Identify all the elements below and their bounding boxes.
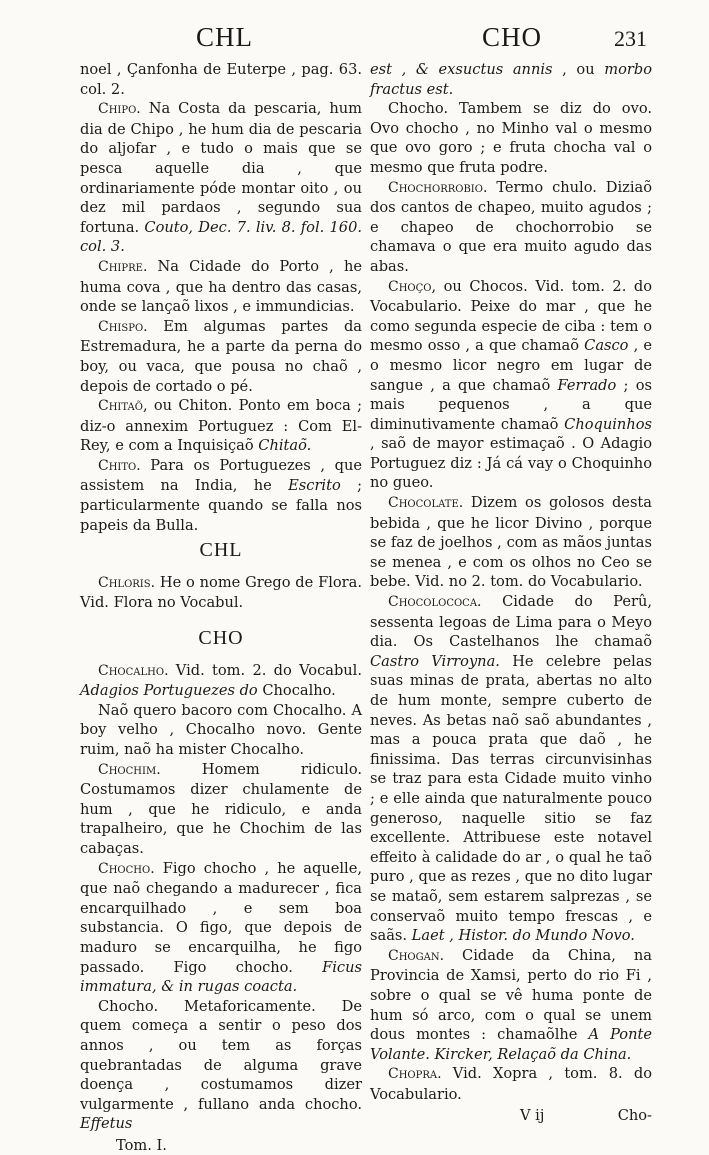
entry-chipo: [80, 99, 362, 257]
entry-chochim: [80, 760, 362, 859]
entry-text: ; os mais pequenos , a que diminutivamente chamaõ: [370, 376, 652, 433]
entry-reference: morbo fractus est.: [370, 61, 652, 98]
entry-chocho-metaphor: [80, 997, 362, 1134]
headword: Chipo.: [98, 101, 141, 118]
entry-reference: Ferrado: [557, 376, 617, 394]
entry-reference: Laet , Histor. do Mundo Novo.: [411, 927, 635, 945]
entry-reference: A Ponte Volante. Kircker, Relaçaõ da China.: [370, 1026, 652, 1063]
entry-text: Vid. Xopra , tom. 8. do Vocabulario.: [370, 1065, 652, 1103]
entry-text: Cidade da China, na Provincia de Xamsi, perto do rio Fi , sobre o qual se vê huma ponte de hum só arco, com o qual se unem dous montes : chamaõlhe: [370, 946, 652, 1044]
entry-reference: Choquinhos: [564, 415, 652, 433]
entry-text: , ou Chiton. Ponto em boca ; diz-o annexim Portuguez : Com El-Rey, e com a Inquisiçaõ: [80, 397, 362, 455]
entry-chochorrobio: [370, 178, 652, 277]
entry-text: Naõ quero bacoro com Chocalho. A boy velho , Chocalho novo. Gente ruim, naõ ha mister Chocalho.: [80, 701, 362, 758]
signature-mark: V ij: [520, 1107, 545, 1125]
headword: Chogan.: [388, 947, 445, 964]
entry-chocho-egg: [370, 99, 652, 177]
entry-text: Chocalho.: [257, 682, 336, 700]
headword: Chocolate.: [388, 495, 464, 512]
entry-text: Figo chocho , he aquelle, que naõ chegando a madurecer , fica encarquilhado , e sem boa substancia. O figo, que depois de maduro se encarquilha, he figo passado. Figo chocho.: [80, 859, 362, 976]
entry-text: Em algumas partes da Estremadura, he a parte da perna do boy, ou vaca, que pousa no chaõ , depois de cortado o pé.: [80, 317, 362, 395]
entry-chopra: [370, 1064, 652, 1104]
entry-chocalho-proverbs: [80, 701, 362, 760]
entry-text: Termo chulo. Diziaõ dos cantos de chapeo, muito agudos ; e chapeo de chochorrobio se chamava o que era muito agudo das abas.: [370, 178, 652, 275]
entry-choco: [370, 277, 652, 494]
entry-text: He celebre pelas suas minas de prata, abertas no alto de hum monte, sempre cuberto de neves. As betas naõ saõ abundantes , mas a pouca prata que daõ , he finissima. Das terras circunvisinhas se traz para esta Cidade muito vinho ; e elle ainda que naturalmente pouco generoso, naquelle sitio se faz excellente. Attribuese este notavel effeito à calidade do ar , o qual he taõ puro , que as rezes , que no dito lugar se mataõ, sem estarem salprezas , se conservaõ muito tempo frescas , e saãs.: [370, 652, 653, 945]
headword: Chochim.: [98, 761, 161, 778]
running-header-right: CHO: [482, 22, 543, 52]
catchword: Cho-: [617, 1107, 652, 1125]
entry-chito: [80, 456, 362, 535]
entry-reference: Adagios Portuguezes do: [80, 682, 258, 700]
entry-chitao: [80, 396, 362, 456]
entry-chocalho: [80, 661, 362, 701]
headword: Chopra.: [388, 1066, 442, 1083]
entry-continuation: [370, 60, 652, 99]
entry-text: Cidade do Perû, sessenta legoas de Lima para o Meyo dia. Os Castelhanos lhe chamaõ: [370, 593, 652, 651]
entry-chocolate: [370, 493, 652, 592]
headword: Chocho.: [98, 860, 155, 877]
entry-chogan: [370, 946, 652, 1065]
volume-marker: Tom. I.: [116, 1136, 167, 1154]
entry-text: Chocho. Tambem se diz do ovo. Ovo chocho , no Minho val o mesmo que ovo goro ; e fruta chocha val o mesmo que fruta podre.: [370, 100, 652, 176]
entry-text: He o nome Grego de Flora. Vid. Flora no Vocabul.: [80, 573, 362, 612]
running-header-left: CHL: [196, 22, 253, 52]
entry-text: , ou: [552, 61, 605, 78]
right-column: [370, 60, 652, 1126]
entry-text: Na Costa da pescaria, hum dia de Chipo , he hum dia de pescaria do aljofar , e tudo o mais que se pesca aquelle dia , que ordinariamente póde montar oito , ou dez mil pardaos , segundo sua fortuna.: [80, 100, 362, 236]
entry-reference: Couto, Dec. 7. liv. 8. fol. 160. col. 3.: [80, 218, 362, 256]
entry-text: Dizem os golosos desta bebida , que he licor Divino , porque se faz de joelhos , com as mãos juntas se menea , e com os olhos no Ceo se bebe. Vid. no 2. tom. do Vocabulario.: [370, 494, 652, 591]
headword: Choço: [388, 278, 432, 295]
footer-left: [80, 1136, 362, 1155]
entry-chocho: [80, 859, 362, 997]
headword: Chochorrobio.: [388, 179, 488, 196]
entry-text: Na Cidade do Porto , he huma cova , que ha dentro das casas, onde se lançaõ lixos , e immundicias.: [80, 257, 362, 316]
entry-continuation: [80, 60, 362, 99]
headword: Chispo.: [98, 318, 148, 335]
headword: Chloris.: [98, 574, 156, 591]
entry-text: , saõ de mayor estimaçaõ . O Adagio Portuguez diz : Já cá vay o Choquinho no gueo.: [370, 435, 652, 492]
entry-reference: Casco: [584, 337, 629, 355]
section-heading-cho: CHO: [198, 627, 244, 650]
entry-chispo: [80, 317, 362, 396]
entry-reference: Chitaõ.: [258, 437, 312, 455]
entry-chloris: [80, 573, 362, 613]
entry-reference: est , & exsuctus annis: [370, 61, 553, 78]
section-heading-chl: CHL: [199, 539, 243, 562]
headword: Chocalho.: [98, 662, 169, 679]
entry-text: , ou Chocos. Vid. tom. 2. do Vocabulario. Peixe do mar , que he como segunda especie de ciba : tem o mesmo osso , a que chamaõ: [370, 277, 652, 355]
entry-chocolococa: [370, 592, 652, 946]
entry-reference: Escrito: [288, 477, 341, 495]
headword: Chocolococa.: [388, 594, 482, 611]
entry-text: Para os Portuguezes , que assistem na India, he: [80, 456, 362, 495]
entry-text: Chocho. Metaforicamente. De quem começa a sentir o peso dos annos , ou tem as forças quebrantadas de alguma grave doença , costumamos dizer vulgarmente , fullano anda chocho.: [80, 997, 362, 1113]
entry-reference: Ficus immatura, & in rugas coacta.: [80, 958, 362, 996]
entry-text: Vid. tom. 2. do Vocabul.: [168, 661, 362, 679]
footer-right: [370, 1106, 652, 1126]
entry-text: ; particularmente quando se falla nos papeis da Bulla.: [80, 477, 362, 534]
headword: Chipre.: [98, 258, 148, 275]
entry-chipre: [80, 257, 362, 317]
headword: Chitaõ: [98, 398, 143, 415]
left-column: [80, 60, 362, 1155]
headword: Chito.: [98, 457, 141, 474]
entry-text: noel , Çanfonha de Euterpe , pag. 63. col. 2.: [80, 61, 362, 98]
entry-text: Homem ridiculo. Costumamos dizer chulamente de hum , que he ridiculo, e anda trapalheiro, que he Chochim de las cabaças.: [80, 760, 362, 857]
entry-text: , e o mesmo licor negro em lugar de sangue , a que chamaõ: [370, 337, 652, 394]
entry-reference: Castro Virroyna.: [370, 652, 500, 670]
entry-reference: Effetus: [80, 1115, 133, 1133]
page-number: 231: [614, 26, 647, 51]
